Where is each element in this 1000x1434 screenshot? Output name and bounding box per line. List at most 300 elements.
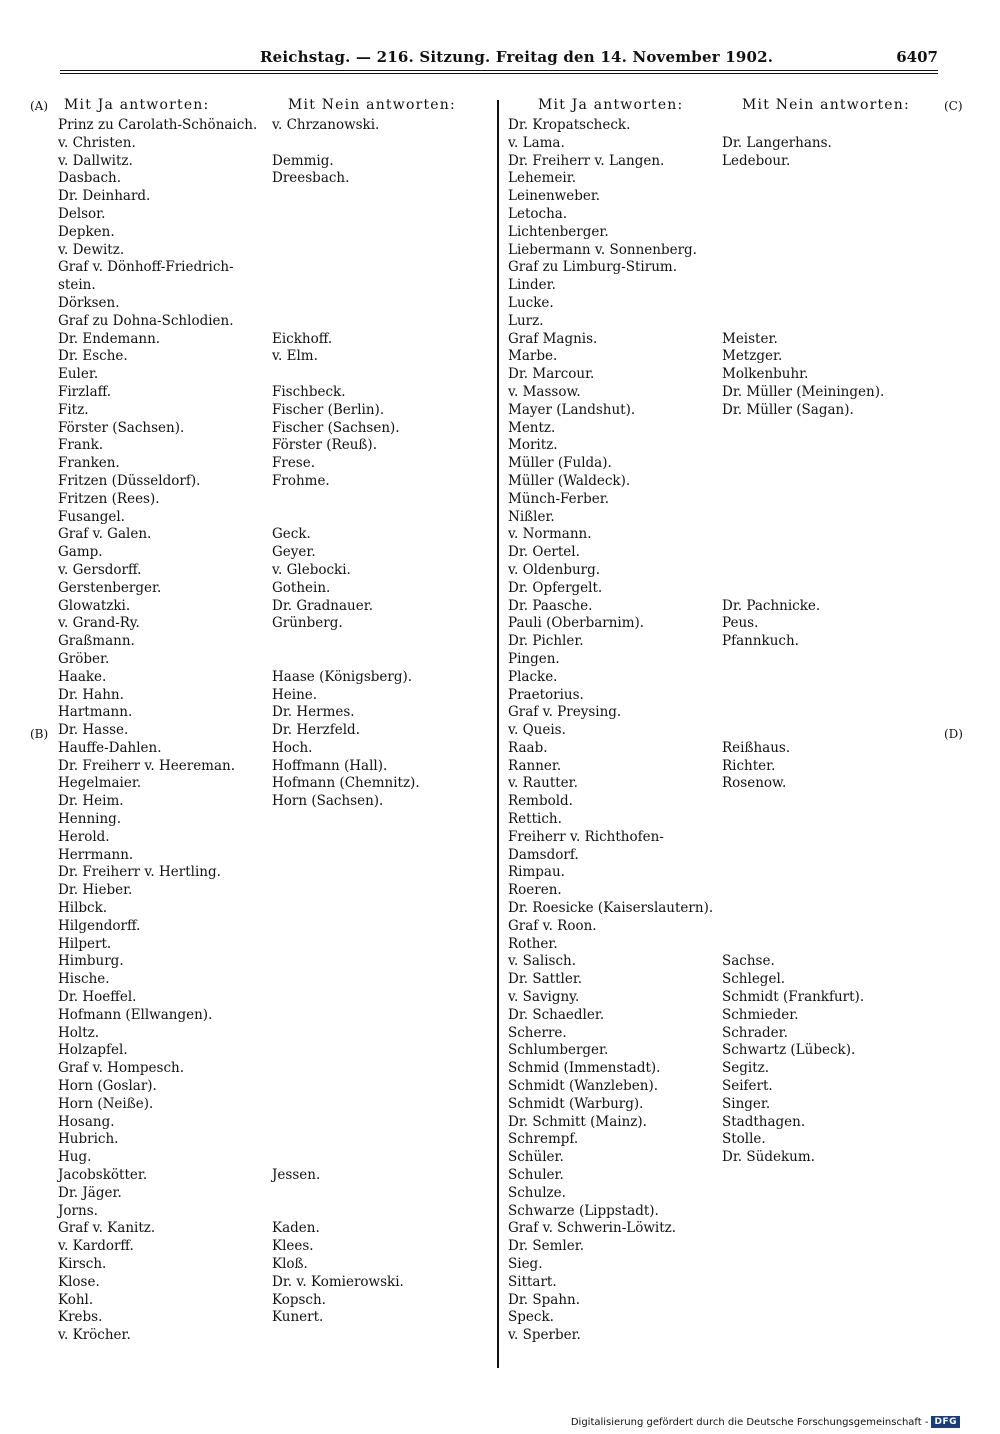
- vote-yes-name: Dörksen.: [58, 294, 120, 311]
- table-row: [508, 170, 938, 188]
- vote-yes-name: Müller (Waldeck).: [508, 472, 631, 489]
- vote-yes-name: Schmidt (Wanzleben).: [508, 1078, 658, 1095]
- vote-yes-name: Holtz.: [58, 1024, 100, 1041]
- vote-yes-name: Dr. Schmitt (Mainz).: [508, 1113, 647, 1130]
- vote-yes-name: Mentz.: [508, 419, 556, 436]
- vote-yes-name: Henning.: [58, 811, 122, 828]
- vote-yes-name: Dr. Paasche.: [508, 597, 593, 614]
- vote-yes-name: Rettich.: [508, 811, 562, 828]
- vote-yes-name: v. Gersdorff.: [58, 561, 142, 578]
- table-row: [58, 384, 488, 402]
- vote-yes-name: Münch-Ferber.: [508, 490, 609, 507]
- vote-yes-name: Pauli (Oberbarnim).: [508, 615, 645, 632]
- vote-yes-name: Krebs.: [58, 1309, 103, 1326]
- vote-yes-name: Klose.: [58, 1273, 100, 1290]
- vote-yes-name: Firzlaff.: [58, 383, 112, 400]
- vote-no-name: Kaden.: [272, 1220, 320, 1237]
- table-row: [58, 598, 488, 616]
- table-row: [508, 384, 938, 402]
- vote-no-name: Kopsch.: [272, 1291, 326, 1308]
- table-row: [58, 687, 488, 705]
- table-row: [508, 1309, 938, 1327]
- vote-yes-name: v. Savigny.: [508, 989, 580, 1006]
- table-row: [508, 936, 938, 954]
- vote-yes-name: Freiherr v. Richthofen-: [508, 828, 664, 845]
- vote-yes-name: Fitz.: [58, 401, 89, 418]
- vote-no-name: Fischer (Berlin).: [272, 401, 385, 418]
- table-row: [508, 740, 938, 758]
- table-row: [508, 758, 938, 776]
- table-row: [58, 491, 488, 509]
- vote-yes-name: Graf v. Roon.: [508, 917, 597, 934]
- vote-yes-name: Förster (Sachsen).: [58, 419, 185, 436]
- vote-no-name: Horn (Sachsen).: [272, 793, 384, 810]
- table-row: [508, 437, 938, 455]
- table-row: [508, 900, 938, 918]
- vote-yes-name: v. Queis.: [508, 722, 566, 739]
- vote-yes-name: Schüler.: [508, 1149, 564, 1166]
- vote-yes-name: Hilbck.: [58, 900, 108, 917]
- vote-yes-name: Franken.: [58, 455, 120, 472]
- table-row: [58, 366, 488, 384]
- vote-no-name: Ledebour.: [722, 152, 791, 169]
- table-row: [508, 971, 938, 989]
- table-row: [58, 811, 488, 829]
- vote-yes-name: Haake.: [58, 668, 107, 685]
- dfg-logo: DFG: [931, 1416, 960, 1428]
- vote-no-name: Peus.: [722, 615, 759, 632]
- table-row: [508, 633, 938, 651]
- table-row: [58, 740, 488, 758]
- vote-no-name: Förster (Reuß).: [272, 437, 377, 454]
- vote-yes-name: Dr. Marcour.: [508, 366, 595, 383]
- vote-no-name: Dr. Müller (Meiningen).: [722, 383, 885, 400]
- table-row: [508, 989, 938, 1007]
- vote-no-name: v. Elm.: [272, 348, 318, 365]
- table-row: [508, 277, 938, 295]
- vote-no-name: Schwartz (Lübeck).: [722, 1042, 856, 1059]
- table-row: [508, 1185, 938, 1203]
- margin-label-a: (A): [30, 99, 49, 113]
- vote-no-name: v. Chrzanowski.: [272, 117, 380, 133]
- vote-yes-name: Dr. Hahn.: [58, 686, 124, 703]
- table-row: [58, 1292, 488, 1310]
- vote-yes-name: v. Dallwitz.: [58, 152, 133, 169]
- vote-yes-name: Hofmann (Ellwangen).: [58, 1006, 213, 1023]
- table-row: [508, 775, 938, 793]
- vote-yes-name: Linder.: [508, 277, 556, 294]
- left-column: [58, 97, 488, 1345]
- table-row: [508, 331, 938, 349]
- table-row: [508, 206, 938, 224]
- vote-yes-name: Dr. Sattler.: [508, 971, 583, 988]
- table-row: [508, 242, 938, 260]
- vote-yes-name: Müller (Fulda).: [508, 455, 612, 472]
- table-row: [58, 704, 488, 722]
- vote-yes-name: v. Sperber.: [508, 1327, 581, 1344]
- vote-yes-name: Speck.: [508, 1309, 554, 1326]
- table-row: [58, 420, 488, 438]
- table-row: [508, 526, 938, 544]
- column-header: [58, 97, 488, 117]
- vote-yes-name: Hilpert.: [58, 935, 112, 952]
- table-row: [508, 669, 938, 687]
- footer: [571, 1416, 960, 1428]
- vote-no-name: Sachse.: [722, 953, 775, 970]
- table-row: [508, 1238, 938, 1256]
- vote-yes-name: v. Oldenburg.: [508, 561, 601, 578]
- vote-yes-name: Himburg.: [58, 953, 124, 970]
- vote-no-name: Frese.: [272, 455, 316, 472]
- vote-yes-name: Jacobskötter.: [58, 1167, 148, 1184]
- vote-yes-name: Gamp.: [58, 544, 103, 561]
- vote-yes-name: Mayer (Landshut).: [508, 401, 636, 418]
- vote-no-name: Dr. Herzfeld.: [272, 722, 360, 739]
- vote-yes-name: Schulze.: [508, 1184, 566, 1201]
- vote-yes-name: Hubrich.: [58, 1131, 119, 1148]
- vote-yes-name: Dr. Freiherr v. Heereman.: [58, 757, 236, 774]
- vote-yes-name: Dr. Kropatscheck.: [508, 117, 631, 133]
- vote-yes-name: Dr. Esche.: [58, 348, 128, 365]
- vote-no-name: Schrader.: [722, 1024, 788, 1041]
- vote-yes-name: Dr. Deinhard.: [58, 188, 151, 205]
- page-title: Reichstag. — 216. Sitzung. Freitag den 14. November 1902.: [260, 48, 774, 66]
- table-row: [58, 651, 488, 669]
- vote-yes-name: Glowatzki.: [58, 597, 131, 614]
- vote-yes-name: Frank.: [58, 437, 104, 454]
- vote-yes-name: Rimpau.: [508, 864, 565, 881]
- table-row: [508, 1167, 938, 1185]
- vote-yes-name: Ranner.: [508, 757, 562, 774]
- table-row: [58, 669, 488, 687]
- table-row: [58, 153, 488, 171]
- table-row: [508, 117, 938, 135]
- vote-yes-name: v. Grand-Ry.: [58, 615, 140, 632]
- vote-yes-name: Dr. Spahn.: [508, 1291, 580, 1308]
- table-row: [58, 1203, 488, 1221]
- vote-no-name: Kloß.: [272, 1256, 308, 1272]
- table-row: [58, 953, 488, 971]
- vote-yes-name: Hische.: [58, 971, 110, 988]
- vote-yes-name: v. Rautter.: [508, 775, 578, 792]
- table-row: [58, 775, 488, 793]
- vote-yes-name: Hartmann.: [58, 704, 133, 721]
- vote-yes-name: Graf zu Dohna-Schlodien.: [58, 312, 234, 329]
- table-row: [58, 1256, 488, 1274]
- vote-yes-name: Dr. Hoeffel.: [58, 989, 137, 1006]
- table-row: [508, 882, 938, 900]
- table-row: [508, 1131, 938, 1149]
- table-row: [508, 544, 938, 562]
- vote-no-name: Dr. Pachnicke.: [722, 597, 821, 614]
- table-row: [508, 704, 938, 722]
- vote-yes-name: Graf v. Dönhoff-Friedrich-: [58, 259, 234, 276]
- vote-yes-name: Raab.: [508, 739, 548, 756]
- column-divider: [497, 100, 499, 1368]
- table-row: [508, 259, 938, 277]
- vote-yes-name: Kohl.: [58, 1291, 94, 1308]
- vote-yes-name: Graf v. Schwerin-Löwitz.: [508, 1220, 677, 1237]
- table-row: [58, 331, 488, 349]
- vote-yes-name: Kirsch.: [58, 1256, 107, 1272]
- table-row: [508, 1025, 938, 1043]
- table-row: [58, 1131, 488, 1149]
- vote-yes-name: Fusangel.: [58, 508, 125, 525]
- footer-text: Digitalisierung gefördert durch die Deutsche Forschungsgemeinschaft -: [570, 1416, 929, 1428]
- vote-no-name: Hoch.: [272, 739, 313, 756]
- table-row: [508, 455, 938, 473]
- page-number: 6407: [896, 48, 938, 66]
- table-row: [508, 402, 938, 420]
- vote-yes-name: Schwarze (Lippstadt).: [508, 1202, 659, 1219]
- vote-no-name: v. Glebocki.: [272, 561, 351, 578]
- table-row: [58, 224, 488, 242]
- table-row: [508, 918, 938, 936]
- vote-yes-name: Dr. Pichler.: [508, 633, 584, 650]
- vote-no-name: Dr. Müller (Sagan).: [722, 401, 854, 418]
- vote-yes-name: Euler.: [58, 366, 99, 383]
- vote-yes-name: Hilgendorff.: [58, 917, 141, 934]
- vote-yes-name: Marbe.: [508, 348, 558, 365]
- margin-label-d: (D): [944, 727, 963, 741]
- table-row: [58, 526, 488, 544]
- vote-yes-name: Graf v. Kanitz.: [58, 1220, 156, 1237]
- vote-yes-name: Herrmann.: [58, 846, 134, 863]
- table-row: [508, 829, 938, 847]
- table-row: [508, 1292, 938, 1310]
- vote-yes-name: Dr. Oertel.: [508, 544, 580, 561]
- vote-yes-name: Dr. Freiherr v. Langen.: [508, 152, 665, 169]
- table-row: [58, 259, 488, 277]
- table-row: [508, 1007, 938, 1025]
- vote-no-name: Grünberg.: [272, 615, 343, 632]
- table-row: [508, 1256, 938, 1274]
- table-row: [58, 562, 488, 580]
- table-row: [508, 1078, 938, 1096]
- header-rule: [60, 70, 938, 71]
- table-row: [58, 847, 488, 865]
- vote-yes-name: Graf Magnis.: [508, 330, 598, 347]
- left-vote-list: [58, 117, 488, 1345]
- vote-no-name: Schlegel.: [722, 971, 786, 988]
- table-row: [58, 829, 488, 847]
- vote-no-name: Jessen.: [272, 1167, 321, 1184]
- vote-yes-name: v. Christen.: [58, 134, 136, 151]
- table-row: [58, 1327, 488, 1345]
- vote-no-name: Dr. Südekum.: [722, 1149, 815, 1166]
- vote-no-name: Dr. Gradnauer.: [272, 597, 373, 614]
- table-row: [58, 1007, 488, 1025]
- table-row: [58, 918, 488, 936]
- vote-no-name: Gothein.: [272, 579, 331, 596]
- vote-yes-name: Hosang.: [58, 1113, 115, 1130]
- margin-label-b: (B): [30, 727, 49, 741]
- vote-no-name: Hofmann (Chemnitz).: [272, 775, 420, 792]
- table-row: [58, 295, 488, 313]
- vote-yes-name: Placke.: [508, 668, 558, 685]
- vote-no-name: Eickhoff.: [272, 330, 333, 347]
- table-row: [508, 473, 938, 491]
- table-row: [58, 455, 488, 473]
- vote-no-name: Frohme.: [272, 472, 330, 489]
- vote-yes-name: Praetorius.: [508, 686, 584, 703]
- vote-yes-name: Dr. Jäger.: [58, 1184, 122, 1201]
- header-ja: Mit Ja antworten:: [538, 97, 684, 113]
- table-row: [508, 615, 938, 633]
- vote-yes-name: Schrempf.: [508, 1131, 579, 1148]
- vote-yes-name: Rembold.: [508, 793, 573, 810]
- vote-yes-name: Herold.: [58, 828, 110, 845]
- vote-yes-name: Dr. Schaedler.: [508, 1006, 605, 1023]
- vote-yes-name: Moritz.: [508, 437, 558, 454]
- table-row: [58, 900, 488, 918]
- header-nein: Mit Nein antworten:: [742, 97, 910, 113]
- table-row: [58, 1114, 488, 1132]
- vote-yes-name: Rother.: [508, 935, 558, 952]
- vote-yes-name: v. Lama.: [508, 134, 565, 151]
- vote-yes-name: Dr. Opfergelt.: [508, 579, 603, 596]
- table-row: [508, 224, 938, 242]
- table-row: [508, 580, 938, 598]
- vote-yes-name: Holzapfel.: [58, 1042, 128, 1059]
- table-row: [58, 473, 488, 491]
- vote-no-name: Singer.: [722, 1095, 771, 1112]
- vote-yes-name: Lucke.: [508, 294, 554, 311]
- table-row: [508, 153, 938, 171]
- header-nein: Mit Nein antworten:: [288, 97, 456, 113]
- table-row: [58, 1149, 488, 1167]
- table-row: [58, 722, 488, 740]
- vote-no-name: Geyer.: [272, 544, 316, 561]
- vote-no-name: Geck.: [272, 526, 311, 543]
- vote-no-name: Hoffmann (Hall).: [272, 757, 388, 774]
- vote-no-name: Dr. Hermes.: [272, 704, 355, 721]
- vote-yes-name: Dr. Roesicke (Kaiserslautern).: [508, 900, 714, 917]
- table-row: [58, 633, 488, 651]
- table-row: [58, 188, 488, 206]
- vote-yes-name: Letocha.: [508, 205, 568, 222]
- vote-yes-name: stein.: [58, 277, 96, 294]
- table-row: [58, 1078, 488, 1096]
- vote-yes-name: Lurz.: [508, 312, 544, 329]
- table-row: [58, 1096, 488, 1114]
- vote-yes-name: Graf v. Preysing.: [508, 704, 622, 721]
- vote-yes-name: Hegelmaier.: [58, 775, 142, 792]
- table-row: [58, 206, 488, 224]
- vote-yes-name: Gerstenberger.: [58, 579, 162, 596]
- vote-no-name: Dr. v. Komierowski.: [272, 1273, 404, 1290]
- table-row: [508, 348, 938, 366]
- table-row: [508, 722, 938, 740]
- vote-no-name: Rosenow.: [722, 775, 787, 792]
- vote-yes-name: Dr. Hieber.: [58, 882, 133, 899]
- table-row: [508, 491, 938, 509]
- vote-yes-name: Damsdorf.: [508, 846, 579, 863]
- vote-no-name: Dreesbach.: [272, 170, 350, 187]
- vote-no-name: Stolle.: [722, 1131, 766, 1148]
- table-row: [58, 971, 488, 989]
- table-row: [508, 135, 938, 153]
- vote-no-name: Meister.: [722, 330, 778, 347]
- table-row: [508, 793, 938, 811]
- vote-yes-name: Lichtenberger.: [508, 223, 609, 240]
- vote-yes-name: Leinenweber.: [508, 188, 601, 205]
- table-row: [58, 580, 488, 598]
- vote-yes-name: Dr. Freiherr v. Hertling.: [58, 864, 221, 881]
- header-ja: Mit Ja antworten:: [64, 97, 210, 113]
- vote-no-name: Haase (Königsberg).: [272, 668, 413, 685]
- vote-yes-name: Dr. Heim.: [58, 793, 124, 810]
- vote-yes-name: Dr. Hasse.: [58, 722, 129, 739]
- vote-no-name: Reißhaus.: [722, 739, 791, 756]
- vote-yes-name: Jorns.: [58, 1202, 98, 1219]
- table-row: [58, 170, 488, 188]
- table-row: [508, 651, 938, 669]
- vote-no-name: Fischbeck.: [272, 383, 346, 400]
- table-row: [508, 295, 938, 313]
- table-row: [508, 509, 938, 527]
- table-row: [58, 348, 488, 366]
- table-row: [58, 242, 488, 260]
- vote-yes-name: v. Normann.: [508, 526, 592, 543]
- vote-yes-name: Depken.: [58, 223, 115, 240]
- vote-yes-name: Fritzen (Rees).: [58, 490, 160, 507]
- table-row: [508, 1274, 938, 1292]
- table-row: [58, 117, 488, 135]
- vote-no-name: Fischer (Sachsen).: [272, 419, 400, 436]
- table-row: [58, 758, 488, 776]
- vote-no-name: Pfannkuch.: [722, 633, 799, 650]
- table-row: [58, 1185, 488, 1203]
- table-row: [58, 1025, 488, 1043]
- table-row: [58, 135, 488, 153]
- table-row: [508, 864, 938, 882]
- table-row: [58, 864, 488, 882]
- table-row: [58, 313, 488, 331]
- vote-yes-name: Lehemeir.: [508, 170, 577, 187]
- table-row: [58, 989, 488, 1007]
- table-row: [508, 1220, 938, 1238]
- table-row: [508, 598, 938, 616]
- vote-no-name: Schmieder.: [722, 1006, 799, 1023]
- column-header: [508, 97, 938, 117]
- vote-yes-name: Pingen.: [508, 650, 560, 667]
- table-row: [58, 615, 488, 633]
- vote-yes-name: v. Massow.: [508, 383, 581, 400]
- table-row: [508, 420, 938, 438]
- vote-yes-name: Schuler.: [508, 1167, 564, 1184]
- table-row: [508, 1327, 938, 1345]
- vote-no-name: Richter.: [722, 757, 776, 774]
- table-row: [58, 1042, 488, 1060]
- vote-yes-name: Nißler.: [508, 508, 555, 525]
- table-row: [508, 953, 938, 971]
- table-row: [58, 1167, 488, 1185]
- right-column: [508, 97, 938, 1345]
- vote-no-name: Stadthagen.: [722, 1113, 806, 1130]
- vote-yes-name: Liebermann v. Sonnenberg.: [508, 241, 697, 258]
- vote-yes-name: Schlumberger.: [508, 1042, 609, 1059]
- vote-yes-name: Graf v. Hompesch.: [58, 1060, 184, 1077]
- vote-yes-name: Hug.: [58, 1149, 92, 1166]
- table-row: [508, 313, 938, 331]
- right-vote-list: [508, 117, 938, 1345]
- vote-yes-name: Schmidt (Warburg).: [508, 1095, 644, 1112]
- table-row: [508, 687, 938, 705]
- vote-no-name: Schmidt (Frankfurt).: [722, 989, 865, 1006]
- vote-no-name: Segitz.: [722, 1060, 770, 1077]
- vote-no-name: Dr. Langerhans.: [722, 134, 832, 151]
